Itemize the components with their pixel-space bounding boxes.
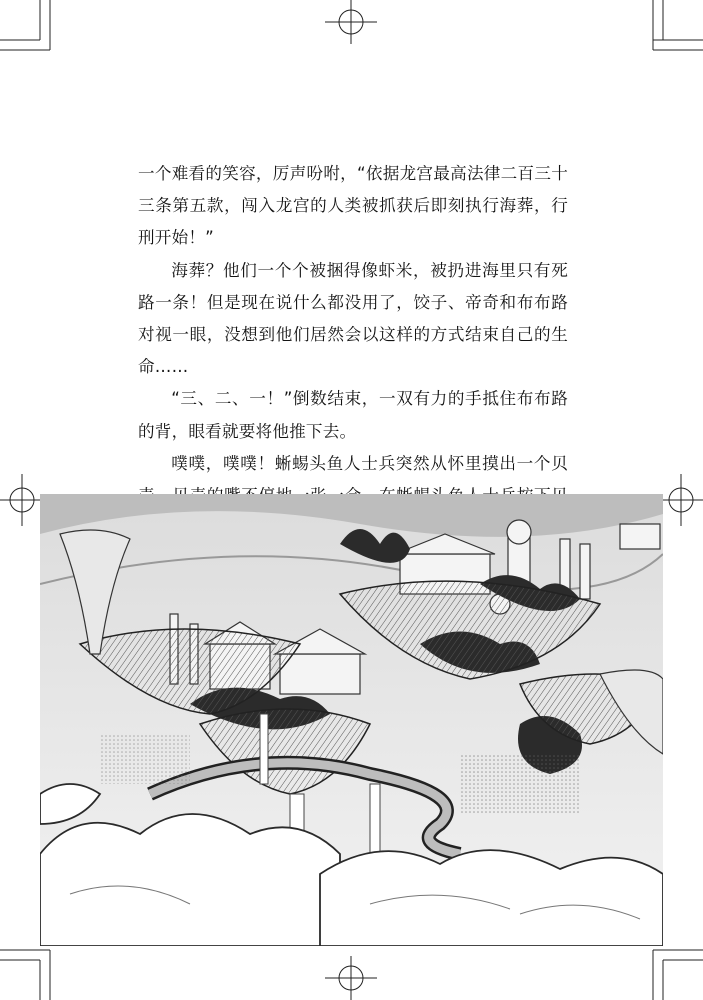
underwater-palace-illustration <box>40 494 663 946</box>
paragraph-2: 海葬？他们一个个被捆得像虾米，被扔进海里只有死路一条！但是现在说什么都没用了，饺子、帝奇和布布路对视一眼，没想到他们居然会以这样的方式结束自己的生命…… <box>138 260 568 377</box>
paragraph-4: 噗噗，噗噗！蜥蜴头鱼人士兵突然从怀里摸出一个贝 <box>171 453 568 473</box>
paragraph-3: “三、二、一！”倒数结束，一双有力的手抵住布布路的背，眼看就要将他推下去。 <box>138 389 568 441</box>
paragraph-1: 一个难看的笑容，厉声吩咐，“依据龙宫最高法律二百三十三条第五款，闯入龙宫的人类被抓获后即刻执行海葬，行刑开始！” <box>138 164 568 248</box>
